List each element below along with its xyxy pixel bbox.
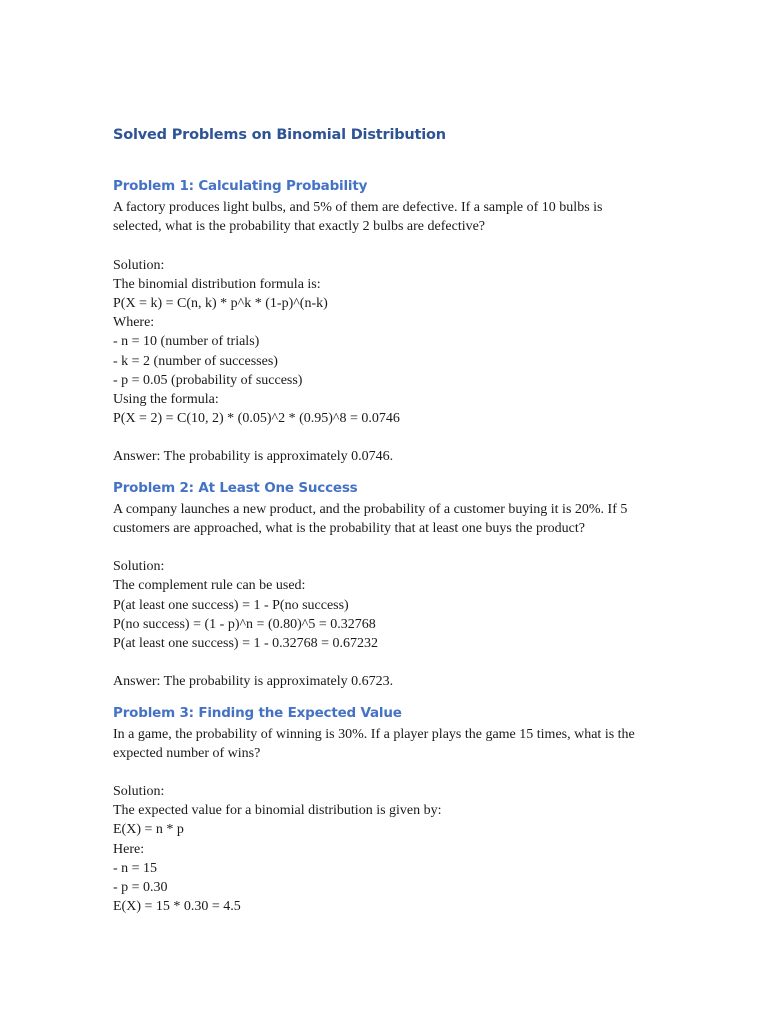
- problem-1-calculation: P(X = 2) = C(10, 2) * (0.05)^2 * (0.95)^8 = 0.0746: [113, 411, 400, 427]
- problem-1-answer: Answer: The probability is approximately 0.0746.: [113, 449, 394, 465]
- problem-3-solution-line: The expected value for a binomial distribution is given by:: [113, 803, 442, 819]
- problem-3-formula: E(X) = n * p: [113, 822, 184, 838]
- problem-1-param-p: - p = 0.05 (probability of success): [113, 372, 303, 388]
- problem-3-calculation: E(X) = 15 * 0.30 = 4.5: [113, 899, 241, 915]
- problem-3-heading: Problem 3: Finding the Expected Value: [113, 704, 402, 721]
- problem-2-calculation: P(at least one success) = 1 - 0.32768 = 0.67232: [113, 635, 379, 651]
- spacer: [113, 467, 673, 476]
- spacer: [113, 763, 673, 782]
- spacer: [113, 692, 673, 701]
- problem-1-heading: Problem 1: Calculating Probability: [113, 178, 368, 194]
- problem-2-section: [113, 476, 673, 701]
- document-title: Solved Problems on Binomial Distribution: [113, 127, 446, 143]
- problem-3-solution-line: Here:: [113, 841, 145, 857]
- problem-1-statement-line-2: selected, what is the probability that exactly 2 bulbs are defective?: [113, 219, 486, 235]
- document-page: [113, 122, 673, 916]
- problem-2-solution-line: P(no success) = (1 - p)^n = (0.80)^5 = 0.32768: [113, 616, 376, 632]
- problem-1-statement-line-1: A factory produces light bulbs, and 5% of them are defective. If a sample of 10 bulbs is: [113, 200, 603, 215]
- problem-3-solution-label: Solution:: [113, 784, 165, 800]
- problem-3-section: [113, 701, 673, 917]
- problem-2-statement-line-1: A company launches a new product, and the probability of a customer buying it is 20%. If 5: [113, 501, 628, 517]
- problem-2-solution-line: P(at least one success) = 1 - P(no success): [113, 597, 349, 613]
- problem-1-param-k: - k = 2 (number of successes): [113, 353, 278, 369]
- problem-1-solution-label: Solution:: [113, 257, 165, 273]
- spacer: [113, 653, 673, 672]
- spacer: [113, 538, 673, 557]
- problem-2-statement-line-2: customers are approached, what is the probability that at least one buys the product?: [113, 520, 585, 536]
- problem-3-statement-line-2: expected number of wins?: [113, 745, 261, 761]
- problem-3-param-p: - p = 0.30: [113, 880, 168, 895]
- problem-2-heading: Problem 2: At Least One Success: [113, 479, 358, 496]
- spacer: [113, 428, 673, 447]
- problem-1-solution-line: Using the formula:: [113, 391, 219, 407]
- problem-1-section: [113, 174, 673, 476]
- problem-2-answer: Answer: The probability is approximately 0.6723.: [113, 674, 394, 690]
- problem-2-solution-label: Solution:: [113, 559, 165, 575]
- problem-1-solution-line: The binomial distribution formula is:: [113, 276, 321, 292]
- problem-1-formula: P(X = k) = C(n, k) * p^k * (1-p)^(n-k): [113, 295, 328, 311]
- problem-1-param-n: - n = 10 (number of trials): [113, 334, 260, 350]
- problem-1-solution-line: Where:: [113, 315, 155, 331]
- spacer: [113, 236, 673, 255]
- problem-3-statement-line-1: In a game, the probability of winning is 30%. If a player plays the game 15 times, what is the: [113, 726, 635, 742]
- problem-2-solution-line: The complement rule can be used:: [113, 578, 306, 594]
- problem-3-param-n: - n = 15: [113, 860, 158, 876]
